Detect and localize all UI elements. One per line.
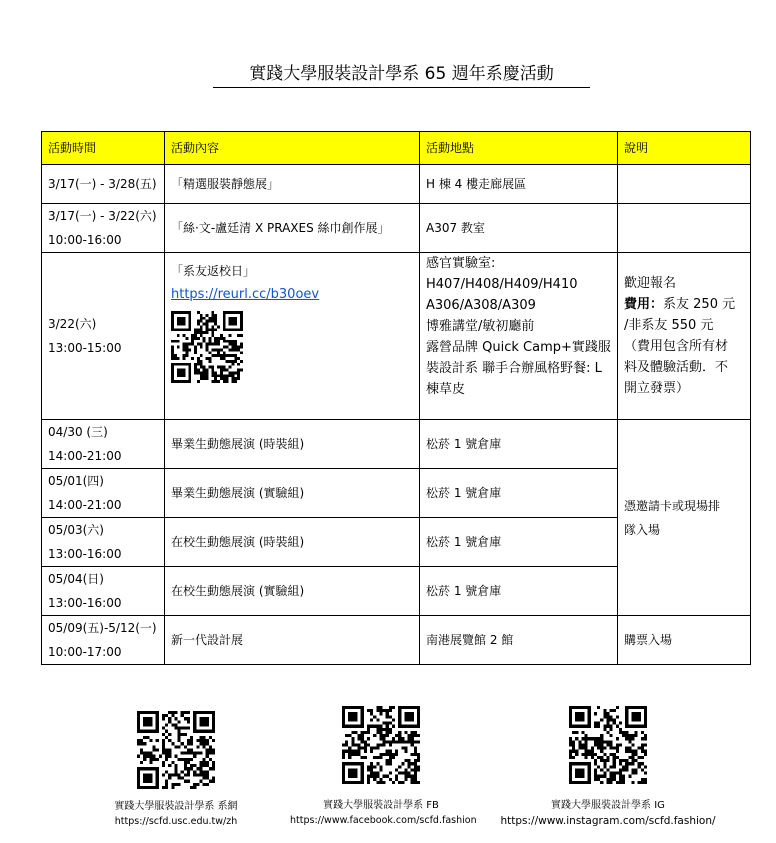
note-line: 開立發票）: [624, 381, 690, 396]
page-title: 實踐大學服裝設計學系 65 週年系慶活動: [213, 62, 590, 88]
cell-content: 畢業生動態展演 (時裝組): [165, 420, 420, 469]
cell-content: 在校生動態展演 (時裝組): [165, 518, 420, 567]
cell-time: [42, 204, 165, 253]
time-date: 05/04(日): [48, 572, 104, 586]
cell-venue: [420, 253, 618, 420]
qr-code-icon: [569, 706, 647, 784]
header-time: 活動時間: [42, 132, 165, 165]
table-row: [42, 420, 751, 469]
header-content: 活動內容: [165, 132, 420, 165]
cell-content: 「絲·文-盧廷清 X PRAXES 絲巾創作展」: [165, 204, 420, 253]
cell-content: [165, 253, 420, 420]
time-hours: 13:00-16:00: [48, 596, 122, 610]
time-hours: 13:00-16:00: [48, 547, 122, 561]
footer-facebook: [290, 706, 477, 828]
venue-line: 博雅講堂/敏初廳前: [426, 319, 535, 334]
cell-venue: 松菸 1 號倉庫: [420, 420, 618, 469]
cell-time: [42, 616, 165, 665]
table-row: [42, 165, 751, 204]
note-line: 隊入場: [624, 522, 661, 537]
time-date: 3/17(一) - 3/28(五): [48, 177, 157, 191]
qr-code-icon: [137, 711, 215, 789]
facebook-qr-code[interactable]: [342, 706, 420, 784]
facebook-url[interactable]: https://www.facebook.com/scfd.fashion: [290, 815, 477, 826]
qr-code-icon: [171, 311, 243, 383]
cell-content: 「精選服裝靜態展」: [165, 165, 420, 204]
cell-note-merged: [618, 420, 751, 616]
cell-note: [618, 204, 751, 253]
cell-note: [618, 253, 751, 420]
time-hours: 13:00-15:00: [48, 341, 122, 355]
instagram-qr-code[interactable]: [569, 706, 647, 784]
facebook-caption: 實踐大學服裝設計學系 FB: [323, 800, 439, 811]
venue-line: H407/H408/H409/H410: [426, 277, 578, 292]
note-line: 料及體驗活動．不: [624, 360, 729, 375]
website-url[interactable]: https://scfd.usc.edu.tw/zh: [114, 816, 238, 827]
cell-time: [42, 420, 165, 469]
cell-time: [42, 165, 165, 204]
event-name: 「系友返校日」: [171, 264, 256, 278]
venue-line: 棟草皮: [426, 382, 466, 397]
venue-line: 露營品牌 Quick Camp+實踐服: [426, 340, 611, 355]
cell-venue: H 棟 4 樓走廊展區: [420, 165, 618, 204]
note-line: /非系友 550 元: [624, 318, 714, 333]
note-line: （費用包含所有材: [624, 339, 729, 354]
table-row: [42, 253, 751, 420]
time-hours: 14:00-21:00: [48, 449, 122, 463]
time-hours: 10:00-16:00: [48, 233, 122, 247]
time-date: 05/01(四): [48, 474, 104, 488]
time-hours: 10:00-17:00: [48, 645, 122, 659]
cell-venue: 松菸 1 號倉庫: [420, 567, 618, 616]
cell-content: 新一代設計展: [165, 616, 420, 665]
time-date: 3/17(一) - 3/22(六): [48, 209, 157, 223]
cell-venue: A307 教室: [420, 204, 618, 253]
venue-line: 感官實驗室:: [426, 256, 496, 271]
fee-label: 費用：: [624, 297, 664, 312]
cell-content: 在校生動態展演 (實驗組): [165, 567, 420, 616]
cell-note: [618, 165, 751, 204]
schedule-table: [41, 131, 751, 665]
table-row: [42, 616, 751, 665]
venue-line: A306/A308/A309: [426, 298, 536, 313]
cell-time: [42, 253, 165, 420]
note-line: 歡迎報名: [624, 276, 677, 291]
cell-venue: 松菸 1 號倉庫: [420, 518, 618, 567]
header-note: 說明: [618, 132, 751, 165]
qr-code-icon: [342, 706, 420, 784]
instagram-url[interactable]: https://www.instagram.com/scfd.fashion/: [500, 815, 716, 827]
table-header-row: [42, 132, 751, 165]
time-date: 3/22(六): [48, 317, 97, 331]
registration-link[interactable]: https://reurl.cc/b30oev: [171, 287, 320, 302]
instagram-caption: 實踐大學服裝設計學系 IG: [551, 800, 665, 811]
website-caption: 實踐大學服裝設計學系 系網: [114, 801, 238, 812]
footer-website: [86, 711, 266, 829]
time-date: 05/03(六): [48, 523, 104, 537]
time-date: 04/30 (三): [48, 425, 108, 439]
cell-note: 購票入場: [618, 616, 751, 665]
note-line: [624, 294, 744, 315]
cell-time: [42, 469, 165, 518]
website-qr-code[interactable]: [137, 711, 215, 789]
note-line: 憑邀請卡或現場排: [624, 498, 721, 513]
footer-instagram: [500, 706, 716, 828]
time-hours: 14:00-21:00: [48, 498, 122, 512]
venue-line: 裝設計系 聯手合辦風格野餐: L: [426, 361, 602, 376]
fee-alumni: 系友 250 元: [663, 297, 736, 312]
registration-qr-code[interactable]: [171, 311, 243, 383]
cell-venue: 南港展覽館 2 館: [420, 616, 618, 665]
time-date: 05/09(五)-5/12(一): [48, 621, 157, 635]
cell-venue: 松菸 1 號倉庫: [420, 469, 618, 518]
cell-content: 畢業生動態展演 (實驗組): [165, 469, 420, 518]
table-row: [42, 204, 751, 253]
cell-time: [42, 567, 165, 616]
cell-time: [42, 518, 165, 567]
header-venue: 活動地點: [420, 132, 618, 165]
